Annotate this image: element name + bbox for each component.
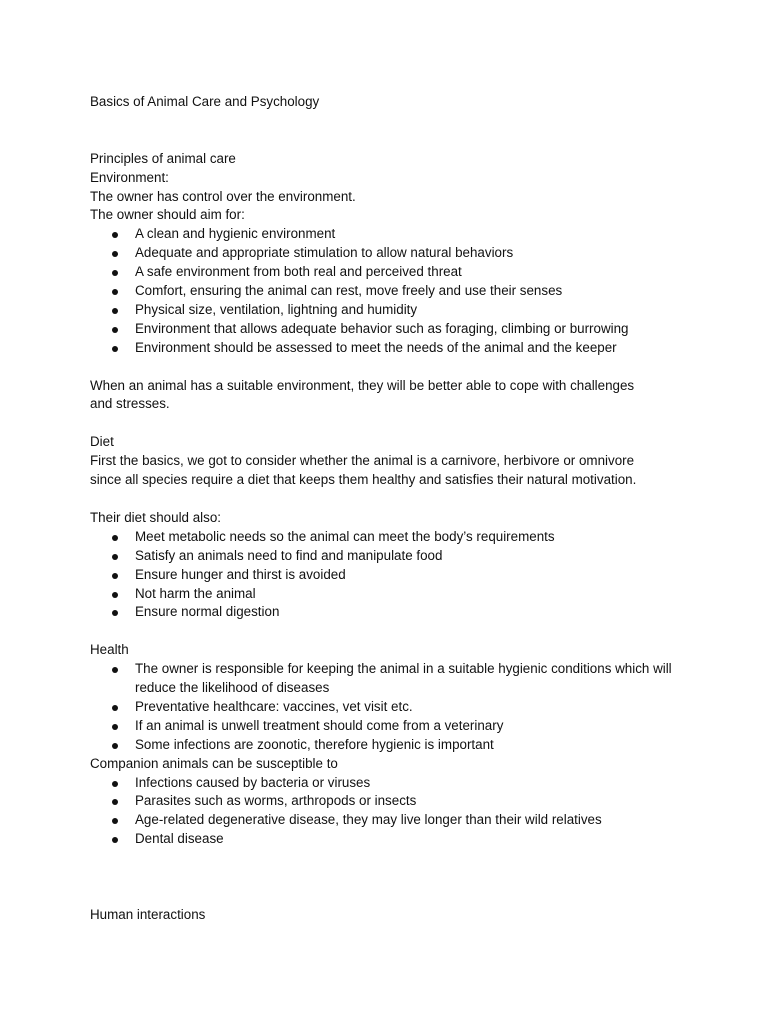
diet-paragraph-line-2: since all species require a diet that keeps them healthy and satisfies their natural motivation.: [90, 472, 637, 488]
list-item: [90, 736, 690, 755]
list-item: [90, 698, 690, 717]
diet-intro: Their diet should also:: [90, 509, 222, 525]
list-item: [90, 244, 690, 263]
environment-summary-line-2: and stresses.: [90, 396, 170, 412]
bullet-icon: [112, 799, 118, 805]
spacer: [90, 849, 690, 906]
environment-heading: Environment:: [90, 169, 169, 185]
document-body: [90, 93, 690, 925]
list-item-text: Environment should be assessed to meet the needs of the animal and the keeper: [135, 339, 617, 355]
bullet-icon: [112, 573, 118, 579]
list-item: [90, 660, 690, 698]
bullet-icon: [112, 327, 118, 333]
list-item-text: A safe environment from both real and perceived threat: [135, 264, 462, 280]
list-item: [90, 547, 690, 566]
bullet-icon: [112, 743, 118, 749]
bullet-icon: [112, 705, 118, 711]
list-item-text: Age-related degenerative disease, they may live longer than their wild relatives: [135, 812, 602, 828]
diet-heading: Diet: [90, 434, 114, 450]
list-item: [90, 263, 690, 282]
spacer: [90, 622, 690, 641]
list-item: [90, 566, 690, 585]
bullet-icon: [112, 592, 118, 598]
list-item: [90, 585, 690, 604]
list-item-text: If an animal is unwell treatment should come from a veterinary: [135, 717, 504, 733]
list-item-text: Not harm the animal: [135, 585, 256, 601]
principles-heading: Principles of animal care: [90, 150, 236, 166]
bullet-icon: [112, 610, 118, 616]
environment-summary-line-1: When an animal has a suitable environment, they will be better able to cope with challenges: [90, 377, 635, 393]
list-item: [90, 830, 690, 849]
bullet-icon: [112, 535, 118, 541]
list-item-text: The owner is responsible for keeping the animal in a suitable hygienic conditions which will reduce the likelihood of diseases: [135, 661, 672, 696]
list-item-text: Some infections are zoonotic, therefore hygienic is important: [135, 736, 494, 752]
list-item: [90, 225, 690, 244]
diet-paragraph-line-1: First the basics, we got to consider whether the animal is a carnivore, herbivore or omnivore: [90, 453, 635, 469]
list-item: [90, 603, 690, 622]
bullet-icon: [112, 724, 118, 730]
bullet-icon: [112, 667, 118, 673]
environment-bullet-list: [90, 225, 690, 357]
human-interactions-heading: Human interactions: [90, 906, 206, 922]
list-item-text: Dental disease: [135, 831, 224, 847]
environment-line-2: The owner should aim for:: [90, 207, 245, 223]
list-item-text: Satisfy an animals need to find and manipulate food: [135, 547, 443, 563]
health-heading: Health: [90, 642, 129, 658]
health-bullet-list: [90, 660, 690, 755]
list-item: [90, 792, 690, 811]
companion-intro: Companion animals can be susceptible to: [90, 755, 338, 771]
list-item-text: Infections caused by bacteria or viruses: [135, 774, 371, 790]
list-item-text: A clean and hygienic environment: [135, 226, 336, 242]
bullet-icon: [112, 270, 118, 276]
list-item: [90, 301, 690, 320]
list-item-text: Meet metabolic needs so the animal can meet the body’s requirements: [135, 528, 555, 544]
spacer: [90, 490, 690, 509]
document-title: Basics of Animal Care and Psychology: [90, 94, 320, 109]
list-item-text: Preventative healthcare: vaccines, vet visit etc.: [135, 698, 413, 714]
bullet-icon: [112, 251, 118, 257]
list-item-text: Parasites such as worms, arthropods or insects: [135, 793, 417, 809]
spacer: [90, 414, 690, 433]
companion-bullet-list: [90, 774, 690, 850]
list-item: [90, 717, 690, 736]
spacer: [90, 358, 690, 377]
bullet-icon: [112, 308, 118, 314]
list-item: [90, 320, 690, 339]
bullet-icon: [112, 289, 118, 295]
diet-bullet-list: [90, 528, 690, 623]
list-item-text: Ensure hunger and thirst is avoided: [135, 566, 346, 582]
list-item-text: Comfort, ensuring the animal can rest, move freely and use their senses: [135, 283, 563, 299]
bullet-icon: [112, 837, 118, 843]
environment-line-1: The owner has control over the environment.: [90, 188, 356, 204]
list-item-text: Adequate and appropriate stimulation to allow natural behaviors: [135, 245, 514, 261]
list-item: [90, 774, 690, 793]
bullet-icon: [112, 818, 118, 824]
spacer: [90, 112, 690, 150]
list-item: [90, 811, 690, 830]
list-item: [90, 282, 690, 301]
bullet-icon: [112, 232, 118, 238]
list-item-text: Ensure normal digestion: [135, 604, 280, 620]
list-item: [90, 528, 690, 547]
list-item: [90, 339, 690, 358]
bullet-icon: [112, 346, 118, 352]
list-item-text: Physical size, ventilation, lightning and humidity: [135, 301, 418, 317]
bullet-icon: [112, 554, 118, 560]
list-item-text: Environment that allows adequate behavior such as foraging, climbing or burrowing: [135, 320, 629, 336]
bullet-icon: [112, 781, 118, 787]
